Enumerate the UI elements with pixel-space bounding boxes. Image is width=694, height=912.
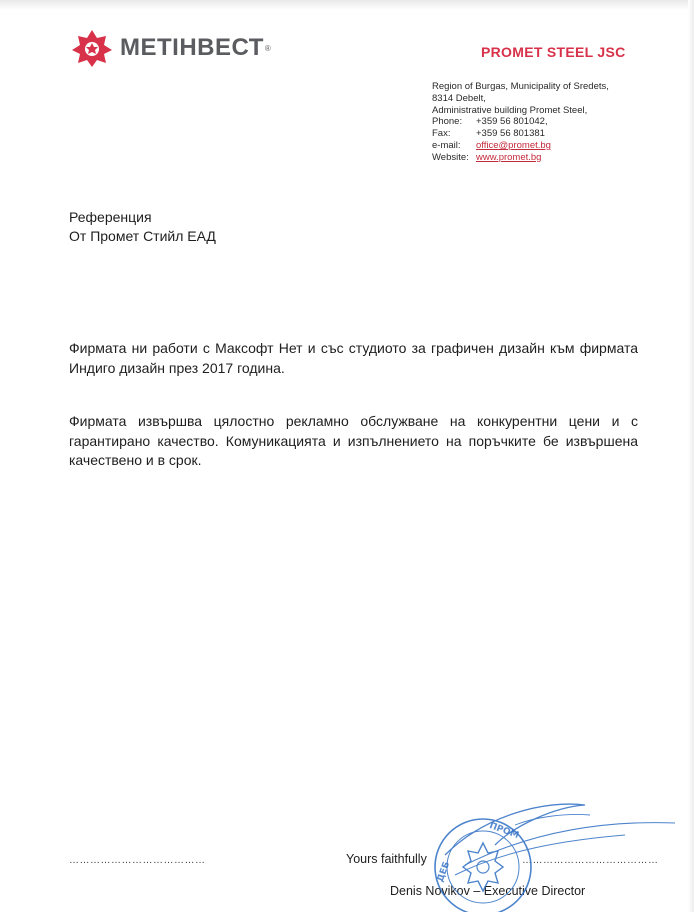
phone-label: Phone: bbox=[432, 116, 463, 128]
closing-text: Yours faithfully bbox=[346, 852, 427, 866]
company-address bbox=[432, 81, 609, 164]
scan-right-edge bbox=[688, 0, 694, 912]
metinvest-logo bbox=[70, 28, 271, 68]
email-label: e-mail: bbox=[432, 139, 461, 151]
reference-title: Референция bbox=[69, 209, 152, 225]
signature-line-right: ………………………………… bbox=[522, 855, 659, 866]
email-link[interactable]: office@promet.bg bbox=[476, 139, 551, 151]
reference-subtitle: От Промет Стийл ЕАД bbox=[69, 228, 216, 244]
phone-value: +359 56 801042, bbox=[476, 116, 548, 128]
svg-text:ДЕБ: ДЕБ bbox=[435, 860, 453, 884]
signer-name: Denis Novikov – Executive Director bbox=[390, 884, 586, 898]
email-row bbox=[432, 140, 609, 152]
svg-text:ПРОМ: ПРОМ bbox=[487, 821, 521, 841]
scan-top-edge bbox=[0, 0, 694, 10]
registered-mark: ® bbox=[264, 43, 271, 53]
logo-wordmark: МЕТІНВЕСТ bbox=[120, 34, 264, 61]
signature-line-left: ………………………………… bbox=[69, 855, 206, 866]
website-row bbox=[432, 152, 609, 164]
website-label: Website: bbox=[432, 151, 469, 163]
address-line-3: Administrative building Promet Steel, bbox=[432, 104, 588, 116]
fax-value: +359 56 801381 bbox=[476, 128, 545, 140]
address-line-2: 8314 Debelt, bbox=[432, 92, 486, 104]
website-link[interactable]: www.promet.bg bbox=[476, 151, 542, 163]
fax-row bbox=[432, 128, 609, 140]
phone-row bbox=[432, 116, 609, 128]
fax-label: Fax: bbox=[432, 128, 451, 140]
body-paragraph-2: Фирмата извършва цялостно рекламно обслужване на конкурентни цени и с гарантирано качество. Комуникацията и изпълнението на поръчките бе извършена качествено и в срок. bbox=[69, 413, 638, 468]
body-paragraph-1: Фирмата ни работи с Максофт Нет и със студиото за графичен дизайн към фирмата Индиго дизайн през 2017 година. bbox=[69, 340, 638, 376]
company-name: PROMET STEEL JSC bbox=[481, 44, 626, 60]
metinvest-star-icon bbox=[70, 28, 114, 68]
address-line-1: Region of Burgas, Municipality of Sredets, bbox=[432, 81, 609, 92]
reference-heading bbox=[69, 208, 216, 246]
